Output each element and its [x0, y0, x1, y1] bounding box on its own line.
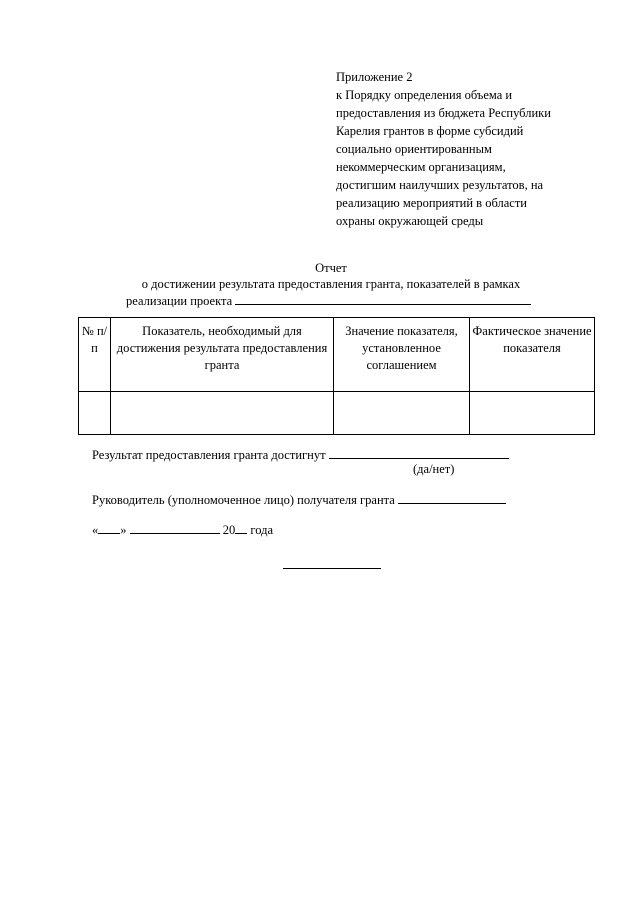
- table-header-row: [79, 318, 595, 392]
- header-number: № п/п: [79, 318, 111, 392]
- bottom-signature-line[interactable]: [283, 568, 381, 569]
- appendix-line: к Порядку определения объема и: [336, 88, 513, 102]
- table-cell[interactable]: [111, 392, 334, 435]
- close-quote: »: [120, 523, 127, 537]
- appendix-note: [336, 68, 626, 230]
- head-person-line: [92, 491, 506, 508]
- appendix-line: охраны окружающей среды: [336, 214, 484, 228]
- project-name-blank[interactable]: [235, 292, 531, 305]
- result-blank[interactable]: [329, 446, 509, 459]
- table-cell[interactable]: [334, 392, 470, 435]
- table-row: [79, 392, 595, 435]
- header-agreed-value: Значение показателя, установленное соглашением: [334, 318, 470, 392]
- appendix-line: реализацию мероприятий в области: [336, 196, 527, 210]
- result-hint: (да/нет): [413, 462, 455, 476]
- report-title: Отчет: [315, 261, 347, 275]
- appendix-line: предоставления из бюджета Республики: [336, 106, 551, 120]
- month-blank[interactable]: [130, 521, 220, 534]
- open-quote: «: [92, 523, 99, 537]
- report-header: [0, 260, 640, 308]
- table-cell[interactable]: [470, 392, 595, 435]
- year-blank[interactable]: [235, 521, 247, 534]
- signature-blank[interactable]: [398, 491, 506, 504]
- head-person-label: Руководитель (уполномоченное лицо) получателя гранта: [92, 493, 395, 507]
- header-actual-value: Фактическое значение показателя: [470, 318, 595, 392]
- year-prefix: 20: [222, 523, 236, 537]
- result-label: Результат предоставления гранта достигнут: [92, 448, 326, 462]
- appendix-line: Карелия грантов в форме субсидий: [336, 124, 524, 138]
- result-line: [92, 446, 509, 463]
- project-label: реализации проекта: [126, 294, 233, 308]
- table-cell[interactable]: [79, 392, 111, 435]
- indicators-table: [78, 317, 595, 435]
- report-project-line: [126, 292, 531, 309]
- header-indicator: Показатель, необходимый для достижения результата предоставления гранта: [111, 318, 334, 392]
- appendix-line: достигшим наилучших результатов, на: [336, 178, 544, 192]
- appendix-line: Приложение 2: [336, 70, 413, 84]
- day-blank[interactable]: [98, 521, 120, 534]
- date-line: [92, 521, 273, 538]
- year-suffix: года: [250, 523, 273, 537]
- report-subtitle: о достижении результата предоставления гранта, показателей в рамках: [141, 277, 521, 291]
- appendix-line: некоммерческим организациям,: [336, 160, 506, 174]
- appendix-line: социально ориентированным: [336, 142, 492, 156]
